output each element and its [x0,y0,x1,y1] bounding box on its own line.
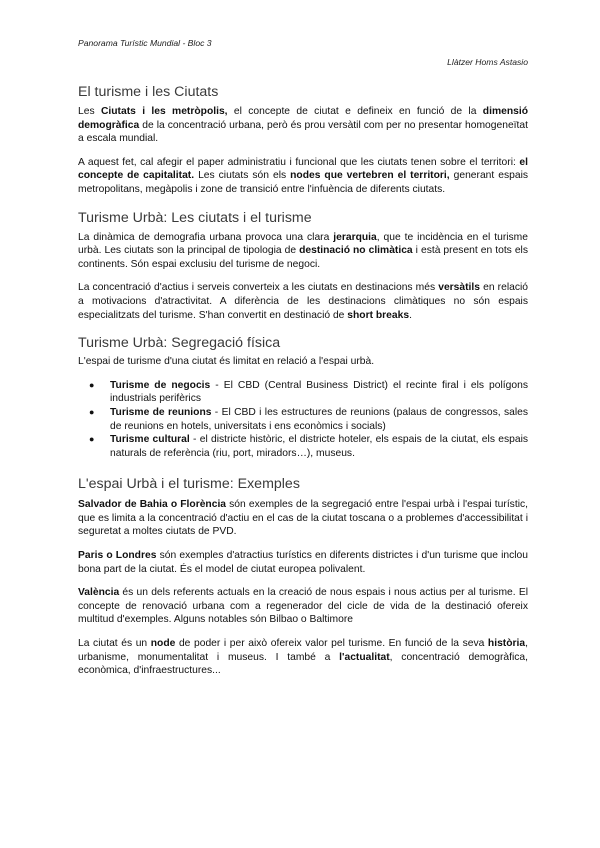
list-item-text [110,380,528,405]
bold-text: short breaks [347,309,410,321]
text-run: . [409,309,412,321]
text-run: , que te incidència en el turisme urbà. Les ciutats son la principal de tipologia de [78,231,528,257]
bullet-icon: ● [89,379,95,390]
section-heading-segregacio-fisica: Turisme Urbà: Segregació física [78,335,281,352]
text-run: La dinàmica de demografia urbana provoca una clara [78,231,334,243]
text-run: La ciutat és un [78,638,151,650]
text-run: - el districte històric, el districte hoteler, els espais de la ciutat, els espais naturals de referència (riu, port, miradors…), museus. [110,434,529,459]
paragraph [78,586,528,627]
paragraph [78,498,528,539]
text-run: - El CBD i les estructures de reunions (palaus de congressos, sales de reunions en hotels, universitats i ens econòmics i socials) [110,406,528,432]
list-item [89,406,528,433]
text-run: Les ciutats són els [194,170,291,182]
bold-text: dimensió demogràfica [78,106,528,131]
bold-text: Turisme de negocis [110,379,211,391]
paragraph [78,549,528,576]
bold-text: node [150,638,176,650]
bold-text: el concepte de capitalitat. [78,156,528,182]
text-run: és un dels referents actuals en la creació de nous espais i nous actius per al turisme. El concepte de renovació urbana com a regenerador del cicle de vida de la destinació ofereix multitud d'exemples. Alguns notables són Bilbao o Baltimore [78,587,528,626]
section-heading-espai-urba-exemples: L'espai Urbà i el turisme: Exemples [78,476,300,493]
text-run: Les [78,106,101,117]
paragraph [78,231,528,272]
bullet-list [78,379,528,461]
list-item [89,379,528,406]
bold-text: València [78,587,120,599]
paragraph [78,105,528,146]
bold-text: Salvador de Bahia o Florència [78,499,227,511]
page-header-left: Panorama Turístic Mundial - Bloc 3 [78,38,212,48]
text-run: A aquest fet, cal afegir el paper administratiu i funcional que les ciutats tenen sobre el territori: [78,156,520,168]
text-run: - El CBD (Central Business District) el recinte firal i els polígons industrials perifèrics [110,379,528,405]
text-run: en relació a motivacions d'atractivitat. A diferència de les destinacions climàtiques no són espais especialitzats del turisme. S'han convertit en destinació de [78,282,528,321]
bold-text: jerarquia [333,231,377,243]
text-run: són exemples d'atractius turístics en diferents districtes i d'un turisme que inclou bona part de la ciutat. És el model de ciutat europea polivalent. [78,550,528,575]
text-run: , urbanisme, monumentalitat i museus. I també a [78,638,528,663]
list-item-text [110,434,528,459]
text-run: generant espais metropolitans, megàpolis i zone de transició entre l'infuència de diferents ciutats. [78,170,529,195]
text-run: i està present en tots els continents. Són espai exclusiu del turisme de negoci. [78,245,528,270]
bold-text: l'actualitat [339,651,390,663]
text-run: La concentració d'actius i serveis converteix a les ciutats en destinacions més [78,282,439,294]
bullet-icon: ● [89,406,95,417]
text-run: de la concentració urbana, però és prou versàtil com per no presentar homogeneïtat a escala mundial. [78,119,528,145]
bold-text: versàtils [438,282,481,294]
bold-text: Turisme cultural [110,434,190,446]
bullet-icon: ● [89,434,95,445]
list-item [89,433,529,460]
paragraph [78,281,528,322]
bold-text: nodes que vertebren el territori, [290,170,450,182]
text-run: L'espai de turisme d'una ciutat és limitat en relació a l'espai urbà. [78,356,375,368]
list-item-text [110,407,528,432]
paragraph [78,637,528,678]
bold-text: destinació no climàtica [299,245,413,257]
paragraph [78,156,528,197]
bold-text: Paris o Londres [78,550,157,562]
text-run: , concentració demogràfica, econòmica, d'infraestructures... [78,651,528,677]
bold-text: història [487,638,526,650]
page-header-author: Llàtzer Homs Astasio [447,57,528,67]
text-run: el concepte de ciutat e defineix en funció de la [227,106,483,117]
paragraph [78,355,528,369]
section-heading-turisme-ciutats: El turisme i les Ciutats [78,84,219,100]
text-run: de poder i per això ofereix valor pel turisme. En funció de la seva [175,638,488,650]
bold-text: Ciutats i les metròpolis, [100,106,228,117]
text-run: són exemples de la segregació entre l'espai urbà i l'espai turístic, que es limita a la concentració d'actiu en el cas de la ciutat toscana o a problemes d'accessibilitat i seguretat a moltes ciutats de PVD. [78,499,528,538]
section-heading-turisme-urba: Turisme Urbà: Les ciutats i el turisme [78,209,312,226]
bold-text: Turisme de reunions [110,406,212,418]
